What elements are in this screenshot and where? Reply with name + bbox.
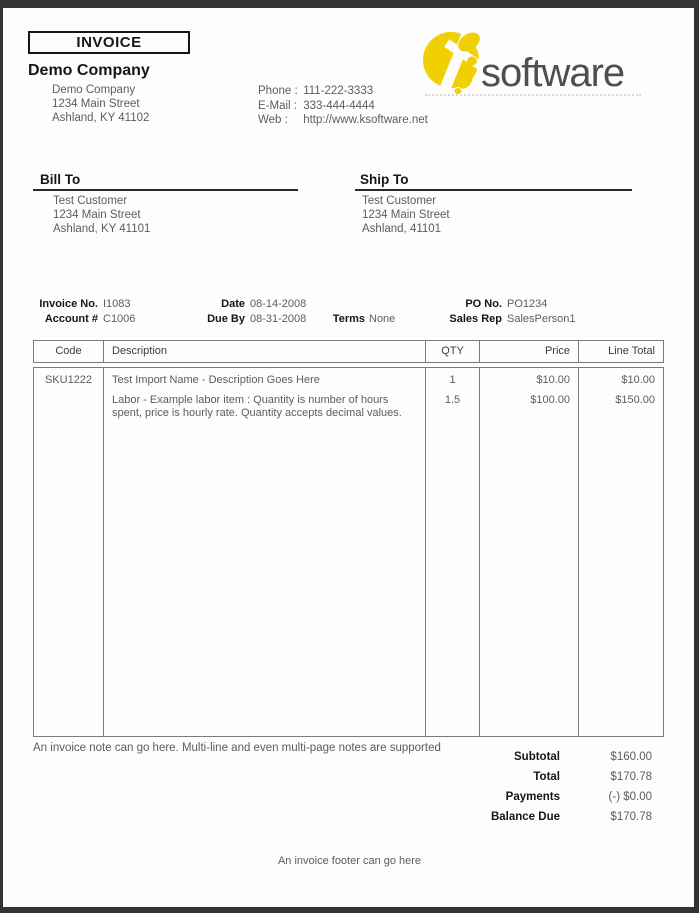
company-address-line: 1234 Main Street (52, 98, 140, 110)
date-value: 08-14-2008 (250, 298, 307, 310)
po-no-label: PO No. (465, 298, 502, 310)
payments-value: (-) $0.00 (608, 791, 652, 803)
company-address-line: Demo Company (52, 84, 136, 96)
terms-label: Terms (332, 313, 365, 325)
ship-to-rule (355, 189, 632, 191)
subtotal-value: $160.00 (610, 751, 652, 763)
invoice-title: INVOICE (76, 34, 142, 51)
balance-due-value: $170.78 (610, 811, 652, 823)
invoice-title-box (28, 31, 190, 54)
bill-to-line: Test Customer (53, 195, 128, 207)
total-label: Total (533, 771, 560, 783)
ksoftware-logo-text: software (481, 51, 625, 95)
items-table-header (33, 340, 664, 363)
po-no-value: PO1234 (507, 298, 548, 310)
invoice-note: An invoice note can go here. Multi-line and even multi-page notes are supported (33, 742, 441, 754)
bill-to-line: Ashland, KY 41101 (53, 223, 151, 235)
table-empty-space (34, 424, 663, 736)
item-price: $10.00 (480, 368, 579, 391)
table-row (34, 368, 663, 391)
contact-phone-line (258, 84, 428, 99)
web-value: http://www.ksoftware.net (303, 114, 428, 126)
subtotal-label: Subtotal (514, 751, 560, 763)
account-label: Account # (44, 313, 98, 325)
account-value: C1006 (103, 313, 136, 325)
company-address-line: Ashland, KY 41102 (52, 112, 150, 124)
invoice-footer: An invoice footer can go here (277, 855, 422, 867)
item-qty: 1 (426, 368, 480, 391)
bill-to-heading: Bill To (40, 172, 81, 187)
bill-to-line: 1234 Main Street (53, 209, 141, 221)
ship-to-line: 1234 Main Street (362, 209, 450, 221)
date-label: Date (221, 298, 245, 310)
web-label: Web : (258, 114, 288, 126)
table-row (34, 391, 663, 424)
column-header-code: Code (34, 341, 104, 362)
phone-value: 111-222-3333 (303, 85, 374, 97)
ship-to-line: Ashland, 41101 (362, 223, 442, 235)
page-border-left (0, 0, 3, 913)
item-price: $100.00 (480, 391, 579, 424)
sales-rep-label: Sales Rep (449, 313, 502, 325)
page-border-bottom (0, 907, 699, 913)
contact-web-line (258, 113, 428, 128)
company-name: Demo Company (28, 62, 150, 79)
item-description: Labor - Example labor item : Quantity is number of hours spent, price is hourly rate. Quantity accepts decimal values. (104, 391, 426, 424)
due-by-label: Due By (207, 313, 245, 325)
ship-to-address (362, 194, 450, 236)
page-border-right (694, 0, 699, 913)
column-header-description: Description (104, 341, 426, 362)
column-header-price: Price (480, 341, 579, 362)
contact-email-line (258, 99, 428, 114)
total-value: $170.78 (610, 771, 652, 783)
payments-label: Payments (505, 791, 560, 803)
page-border-top (0, 0, 699, 8)
ship-to-line: Test Customer (362, 195, 437, 207)
bill-to-address (53, 194, 150, 236)
invoice-no-value: I1083 (103, 298, 131, 310)
ship-to-heading: Ship To (360, 172, 409, 187)
logo-underline (425, 94, 641, 96)
item-code (34, 391, 104, 424)
phone-label: Phone : (258, 85, 298, 97)
company-address-block (52, 83, 149, 125)
item-line-total: $10.00 (621, 374, 655, 386)
sales-rep-value: SalesPerson1 (507, 313, 576, 325)
column-header-qty: QTY (426, 341, 480, 362)
bill-to-rule (33, 189, 298, 191)
terms-value: None (369, 313, 396, 325)
item-description: Test Import Name - Description Goes Here (104, 368, 426, 391)
email-value: 333-444-4444 (303, 99, 375, 112)
email-label: E-Mail : (258, 99, 297, 112)
company-contact-block (258, 84, 428, 128)
item-line-total: $150.00 (615, 394, 655, 406)
balance-due-label: Balance Due (490, 811, 560, 823)
item-qty: 1.5 (426, 391, 480, 424)
item-code: SKU1222 (34, 368, 104, 391)
invoice-no-label: Invoice No. (39, 298, 98, 310)
column-header-line-total: Line Total (608, 345, 655, 357)
due-by-value: 08-31-2008 (250, 313, 307, 325)
items-table-body (33, 367, 664, 737)
